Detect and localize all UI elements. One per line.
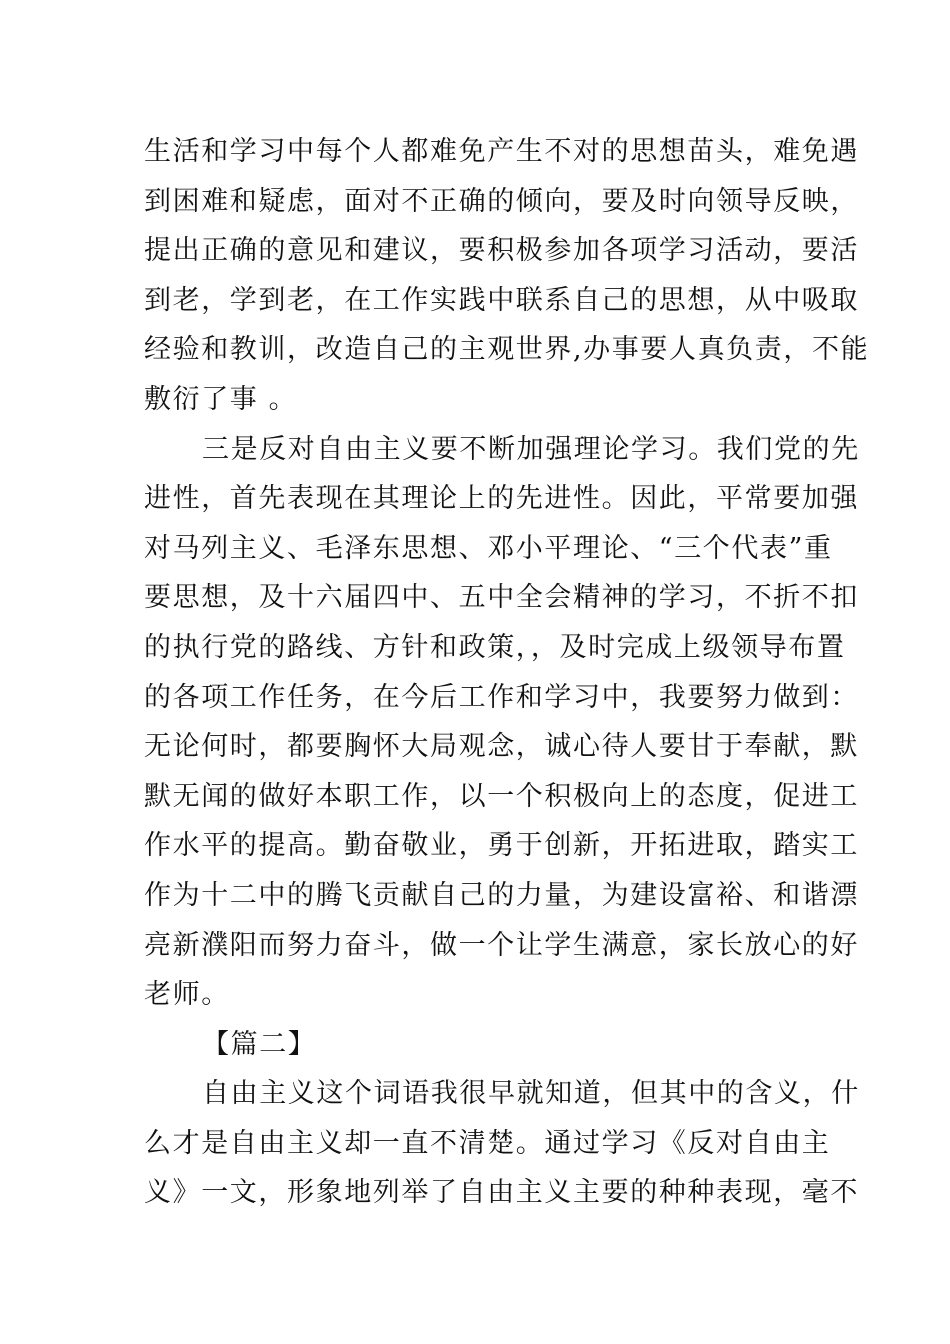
text-line: 么才是自由主义却一直不清楚。通过学习《反对自由主 — [144, 1127, 831, 1159]
text-line: 要思想，及十六届四中、五中全会精神的学习，不折不扣 — [144, 582, 859, 614]
text-line: 到老，学到老，在工作实践中联系自己的思想，从中吸取 — [144, 284, 859, 316]
text-line: 义》一文，形象地列举了自由主义主要的种种表现，毫不 — [144, 1177, 859, 1209]
paragraph-first-line: 自由主义这个词语我很早就知道，但其中的含义，什 — [202, 1078, 860, 1110]
document-body — [144, 127, 870, 1218]
text-line: 作为十二中的腾飞贡献自己的力量，为建设富裕、和谐漂 — [144, 879, 859, 911]
text-line: 默无闻的做好本职工作，以一个积极向上的态度，促进工 — [144, 780, 859, 812]
section-heading: 【篇二】 — [202, 1028, 317, 1060]
text-line: 到困难和疑虑，面对不正确的倾向，要及时向领导反映， — [144, 185, 859, 217]
text-line: 无论何时，都要胸怀大局观念，诚心待人要甘于奉献，默 — [144, 731, 859, 763]
text-line: 作水平的提高。勤奋敬业，勇于创新，开拓进取，踏实工 — [144, 830, 859, 862]
text-line: 老师。 — [144, 979, 230, 1011]
text-line: 的执行党的路线、方针和政策，，及时完成上级领导布置 — [144, 631, 846, 663]
text-line: 生活和学习中每个人都难免产生不对的思想苗头，难免遇 — [144, 136, 859, 167]
paragraph-first-line: 三是反对自由主义要不断加强理论学习。我们党的先 — [202, 433, 860, 465]
text-line: 进性，首先表现在其理论上的先进性。因此，平常要加强 — [144, 483, 859, 515]
text-line: 经验和教训，改造自己的主观世界,办事要人真负责，不能 — [144, 334, 870, 366]
text-line: 对马列主义、毛泽东思想、邓小平理论、“三个代表”重 — [144, 532, 833, 564]
text-line: 的各项工作任务，在今后工作和学习中，我要努力做到： — [144, 681, 859, 713]
text-line: 提出正确的意见和建议，要积极参加各项学习活动，要活 — [144, 235, 859, 267]
text-line: 敷衍了事 。 — [144, 383, 298, 415]
text-line: 亮新濮阳而努力奋斗，做一个让学生满意，家长放心的好 — [144, 929, 859, 961]
